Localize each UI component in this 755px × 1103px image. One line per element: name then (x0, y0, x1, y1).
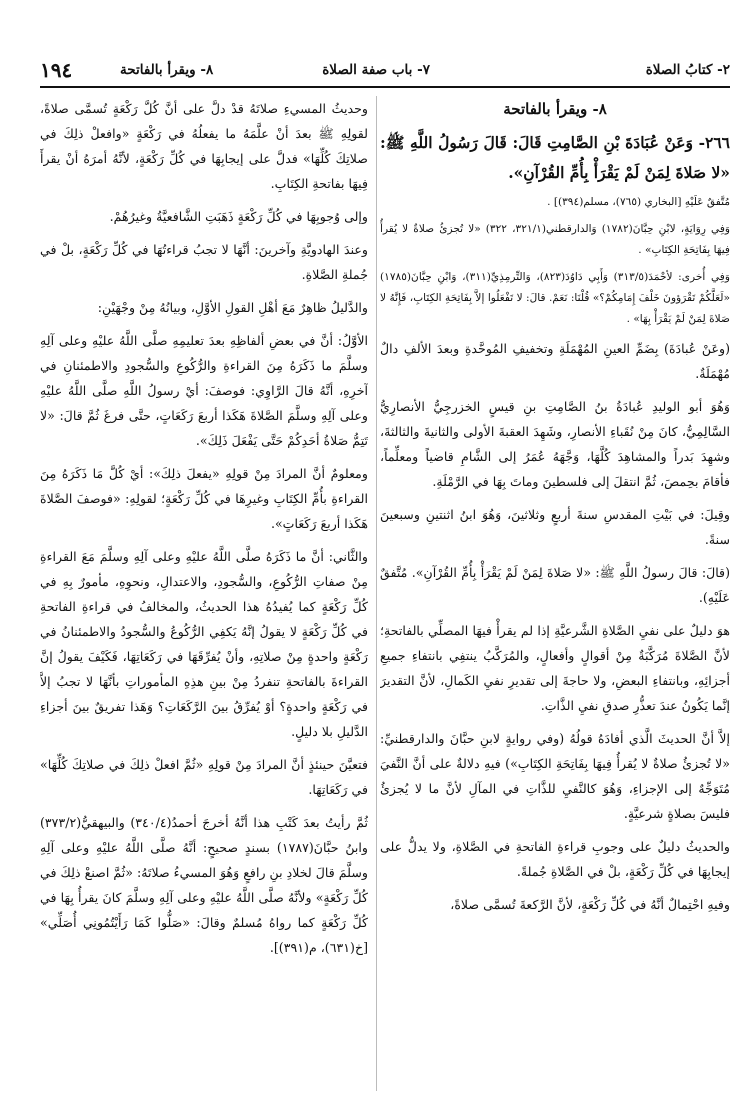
left-column (40, 96, 368, 1091)
commentary-paragraph: وعندَ الهادويَّةِ وآخرينَ: أنَّهَا لا تجبُ قراءتُهَا في كُلِّ رَكْعَةٍ، بلْ في جُملةِ الصَّلاةِ. (40, 242, 368, 282)
commentary-paragraph: فتعيَّنَ حينئذٍ أنَّ المرادَ مِنْ قولِهِ «ثُمَّ افعلْ ذلِكَ في صلاتِكَ كُلِّهَا» في رَكَعَاتِهَا. (40, 757, 368, 797)
hadith-narration-1: وَفِي رِوَايَةٍ، لابْنِ حِبَّانَ(١٧٨٢) وَالدارقطني(٣٢١/١، ٣٢٢) «لا تُجزئُ صلاةٌ لا يُقرأُ فِيهَا بِفَاتِحَةِ الكِتَابِ» . (380, 223, 730, 256)
commentary-paragraph: وَهُوَ أبو الوليدِ عُبادَةُ بنُ الصَّامِتِ بنِ قيسٍ الخزرجِيُّ الأنصارِيُّ السَّالِمِيُّ، كانَ مِنْ نُقَباءِ الأنصارِ، وشَهِدَ العقبةَ الأولى والثانيةَ والثالثةَ، وشهِدَ بَدراً والمشاهِدَ كُلَّهَا، وَجَّهَهُ عُمَرُ إلى الشَّامِ قاضياً ومعلِّماً، فأقامَ بحِمصَ، ثُمَّ انتقلَ إلى فلسطينَ وماتَ بِهَا في الرَّمْلَةِ. (380, 399, 730, 489)
header-section-title: ٨- ويقرأ بالفاتحة (120, 62, 214, 78)
hadith-takhrij: مُتَّفقٌ عَلَيْهِ [البخاري (٧٦٥)، مسلم(٣٩٤)] . (547, 196, 730, 208)
commentary-paragraph: (قالَ: قالَ رسولُ اللَّهِ ﷺ: «لا صَلاةَ لِمَنْ لَمْ يَقْرَأْ بِأُمِّ القُرْآنِ». مُتَّفقٌ عَلَيْهِ). (380, 565, 730, 605)
hadith-narration-2: وَفِي أُخرى: لأحْمَدَ(٣١٣/٥) وَأَبِي دَاوُدَ(٨٢٣)، وَالتِّرمِذِيِّ(٣١١)، وَابْنِ حِبَّانَ(١٧٨٥) «لَعَلَّكُمْ تَقْرَؤونَ خَلْفَ إِمَامِكُمْ؟» قُلْنَا: نَعَمْ. قالَ: لا تَفْعَلُوا إلاَّ بِفَاتِحَةِ الكِتَابِ، فَإِنَّهُ لا صَلاةَ لِمَنْ لَمْ يَقْرَأْ بِهَا» . (380, 271, 730, 325)
commentary-paragraph: والحديثُ دليلٌ على وجوبِ قراءةِ الفاتحةِ في الصَّلاةِ، ولا يدلُّ على إيجابِهَا في كُلِّ رَكْعَةٍ، بلْ في الصَّلاةِ جُملةً. (380, 839, 730, 879)
commentary-paragraph: والثَّاني: أنَّ ما ذَكَرَهُ صلَّى اللَّهُ عليْهِ وعلى آلِهِ وسلَّمَ مَعَ القراءةِ مِنْ صفاتِ الرُّكُوعِ، والسُّجودِ، والاعتدالِ، ونحوِهِ، مأمورٌ بِهِ في كُلِّ رَكْعَةٍ كما يُفيدُهُ هذا الحديثُ، والمخالفُ في قراءةِ الفاتحةِ في كُلِّ رَكْعَةٍ لا يقولُ إنَّهُ يَكفِي الرُّكُوعُ والسُّجودُ والاطمئنانُ في رَكْعَةٍ واحدةٍ مِنْ صلاتِهِ، وأنْ يُفرِّقَهَا في رَكَعَاتِهَا، فَكَيْفَ يقولُ إنَّ القراءةَ بالفاتحةِ تنفردُ مِنْ بينِ هذِهِ المأموراتِ بأنَّهَا لا تجبُ إلاَّ في رَكْعَةٍ واحدةٍ؟ أوْ يُفرِّقُ بينَ الرَّكَعَاتِ؟ وَهَذا تفريقٌ بينَ أجزاءِ الدَّليلِ بلا دليلٍ. (40, 549, 368, 739)
section-heading: ٨- ويقرأ بالفاتحة (503, 100, 607, 118)
column-divider (376, 96, 377, 1091)
commentary-paragraph: والدَّليلُ ظاهِرٌ مَعَ أهْلِ القولِ الأوَّلِ، وبيانُهُ مِنْ وجْهَيْنِ: (97, 300, 368, 315)
header-book-title: ٢- كتابُ الصلاة (645, 62, 730, 78)
commentary-paragraph: (وعَنْ عُبادَةَ) بِضَمِّ العينِ المُهْمَلَةِ وتخفيفِ المُوحَّدةِ وبعدَ الألفِ دالٌ مُهْمَلَةٌ. (380, 341, 730, 381)
commentary-paragraph: وإلى وُجوبِهَا في كُلِّ رَكْعَةٍ ذَهَبَتِ الشَّافعيَّةُ وغيرُهُمْ. (109, 209, 368, 224)
running-header (40, 58, 730, 84)
commentary-paragraph: وفيهِ احْتِمالٌ أنَّهُ في كُلِّ رَكْعَةٍ، لأنَّ الرَّكعةَ تُسمَّى صلاةً، (450, 897, 730, 912)
right-column (380, 96, 730, 1091)
header-rule (40, 86, 730, 88)
page-number: ١٩٤ (40, 58, 73, 82)
commentary-paragraph: ومعلومٌ أنَّ المرادَ مِنْ قولِهِ «يفعلَ ذلِكَ»: أيْ كُلَّ مَا ذَكَرَهُ مِنَ القراءةِ بأُمِّ الكِتَابِ وغيرِهَا في كُلِّ رَكْعَةٍ؛ لقولِهِ: «فوصفَ الصَّلاةَ هَكَذا أربعَ رَكَعَاتٍ». (40, 466, 368, 531)
commentary-paragraph: وحديثُ المسيءِ صلاتَهُ قدْ دلَّ على أنَّ كُلَّ رَكْعَةٍ تُسمَّى صلاةً، لقولِهِ ﷺ بعدَ أنْ علَّمَهُ ما يفعلُهُ في رَكْعَةٍ «وافعلْ ذلِكَ في صلاتِكَ كُلِّهَا» فدلَّ على إيجابِهَا في كُلِّ رَكْعَةٍ، لأنَّهُ أمرَهُ أنْ يقرأَ فِيهَا بفاتحةِ الكِتَابِ. (40, 101, 368, 191)
hadith-text: ٢٦٦- وَعَنْ عُبَادَةَ بْنِ الصَّامِتِ قَالَ: قَالَ رَسُولُ اللَّهِ ﷺ: «لا صَلاةَ لِمَنْ لَمْ يَقْرَأْ بِأُمِّ القُرْآنِ». (380, 133, 730, 182)
commentary-paragraph: إلاَّ أنَّ الحديثَ الَّذي أفادَهُ قولُهُ (وفي روايةٍ لابنِ حبَّانَ والدارقطنيِّ: «لا تُجزئُ صلاةٌ لا يُقرأُ فِيهَا بِفَاتِحَةِ الكِتَابِ») فيهِ دلالةٌ على أنَّ النَّفيَ مُتَوَجِّهٌ إلى الإجزاءِ، وَهُوَ كالنَّفيِ للذَّاتِ في المآلِ لأنَّ ما لا يُجزئُ فليسَ بصلاةٍ شرعيَّةٍ. (380, 731, 730, 821)
commentary-paragraph: هوَ دليلٌ على نفيِ الصَّلاةِ الشَّرعيَّةِ إذا لم يقرأْ فيهَا المصلِّي بالفاتحةِ؛ لأنَّ الصَّلاةَ مُرَكَّبَةٌ مِنْ أقوالٍ وأفعالٍ، والمُرَكَّبُ ينتفِي بانتفاءِ جميعِ أجزائِهِ، وبانتفاءِ البعضِ، ولا حاجةَ إلى تقديرِ نفيِ الكَمالِ، لأنَّ التقديرَ إنَّما يَكُونُ عندَ تعذُّرِ صدقِ نفيِ الذَّاتِ. (380, 623, 730, 713)
commentary-paragraph: الأوَّلُ: أنَّ في بعضِ ألفاظِهِ بعدَ تعليمِهِ صلَّى اللَّهُ عليْهِ وعلى آلِهِ وسلَّمَ ما ذَكَرَهُ مِنَ القراءةِ والرُّكُوعِ والسُّجودِ والاطمئنانِ في آخرِهِ، أنَّهُ قالَ الرَّاوِي: فوصفَ: أيْ رسولُ اللَّهِ صلَّى اللَّهُ عليْهِ وعلى آلِهِ وسلَّمَ الصَّلاةَ هَكَذا أربعَ رَكَعَاتٍ، حتَّى فرغَ ثُمَّ قالَ: «لا تَتِمُّ صَلاةُ أحَدِكُمْ حَتَّى يَفْعَلَ ذَلِكَ». (40, 333, 368, 448)
commentary-paragraph: ثُمَّ رأيتُ بعدَ كَتْبِ هذا أنَّهُ أخرجَ أحمدُ(٣٤٠/٤) والبيهقيُّ(٣٧٣/٢) وابنُ حبَّانَ(١٧٨٧) بسندٍ صحيحٍ: أنَّهُ صلَّى اللَّهُ عليْهِ وعلى آلِهِ وسلَّمَ قالَ لخلادِ بنِ رافعٍ وَهُوَ المسيءُ صلاتَهُ: «ثُمَّ اصنعْ ذلِكَ في كُلِّ رَكْعَةٍ» ولأنَّهُ صلَّى اللَّهُ عليْهِ وعلى آلِهِ وسلَّمَ كانَ يقرأُ بِهَا في كُلِّ رَكْعَةٍ كما رواهُ مُسلمٌ وقالَ: «صَلُّوا كَمَا رَأَيْتُمُونِي أُصَلِّي» [خ(٦٣١)، م(٣٩١)]. (40, 815, 368, 955)
header-chapter-title: ٧- باب صفة الصلاة (322, 62, 430, 78)
commentary-paragraph: وقِيلَ: في بَيْتِ المقدسِ سنةَ أربعٍ وثلاثينَ، وَهُوَ ابنُ اثنتينِ وسبعينَ سنةً. (380, 507, 730, 547)
